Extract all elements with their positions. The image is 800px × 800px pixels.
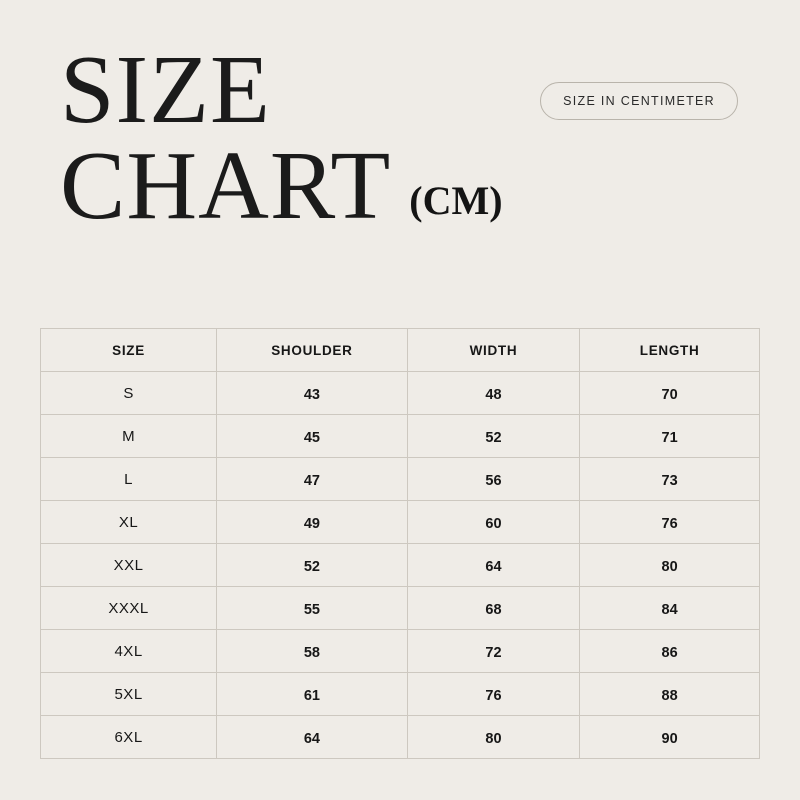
- cell-shoulder: 52: [217, 544, 408, 587]
- table-row: [41, 630, 760, 673]
- cell-width: 64: [407, 544, 580, 587]
- cell-shoulder: 45: [217, 415, 408, 458]
- cell-length: 88: [580, 673, 760, 716]
- cell-length: 84: [580, 587, 760, 630]
- column-header-shoulder: SHOULDER: [217, 329, 408, 372]
- unit-badge: SIZE IN CENTIMETER: [540, 82, 738, 120]
- cell-size: XXXL: [41, 587, 217, 630]
- title-unit: (CM): [409, 178, 503, 224]
- cell-shoulder: 55: [217, 587, 408, 630]
- cell-length: 90: [580, 716, 760, 759]
- table-row: [41, 716, 760, 759]
- cell-length: 86: [580, 630, 760, 673]
- cell-length: 70: [580, 372, 760, 415]
- table-header-row: [41, 329, 760, 372]
- cell-width: 72: [407, 630, 580, 673]
- cell-width: 68: [407, 587, 580, 630]
- cell-size: 6XL: [41, 716, 217, 759]
- cell-length: 76: [580, 501, 760, 544]
- cell-shoulder: 49: [217, 501, 408, 544]
- table-row: [41, 501, 760, 544]
- header: [0, 0, 800, 241]
- cell-shoulder: 61: [217, 673, 408, 716]
- column-header-length: LENGTH: [580, 329, 760, 372]
- cell-size: S: [41, 372, 217, 415]
- table-row: [41, 415, 760, 458]
- cell-size: L: [41, 458, 217, 501]
- cell-width: 48: [407, 372, 580, 415]
- cell-size: XL: [41, 501, 217, 544]
- column-header-size: SIZE: [41, 329, 217, 372]
- cell-size: 4XL: [41, 630, 217, 673]
- cell-size: M: [41, 415, 217, 458]
- cell-size: XXL: [41, 544, 217, 587]
- cell-shoulder: 64: [217, 716, 408, 759]
- cell-width: 52: [407, 415, 580, 458]
- cell-length: 71: [580, 415, 760, 458]
- cell-shoulder: 47: [217, 458, 408, 501]
- table-row: [41, 372, 760, 415]
- size-table: [40, 328, 760, 759]
- table-row: [41, 673, 760, 716]
- table-row: [41, 544, 760, 587]
- page-title: [60, 36, 760, 241]
- cell-width: 56: [407, 458, 580, 501]
- title-line-size: SIZE: [60, 36, 271, 144]
- table-row: [41, 587, 760, 630]
- cell-width: 60: [407, 501, 580, 544]
- cell-length: 73: [580, 458, 760, 501]
- title-line-chart: CHART: [60, 132, 392, 241]
- cell-length: 80: [580, 544, 760, 587]
- column-header-width: WIDTH: [407, 329, 580, 372]
- table-row: [41, 458, 760, 501]
- cell-width: 80: [407, 716, 580, 759]
- cell-size: 5XL: [41, 673, 217, 716]
- cell-shoulder: 43: [217, 372, 408, 415]
- cell-shoulder: 58: [217, 630, 408, 673]
- cell-width: 76: [407, 673, 580, 716]
- size-table-container: [40, 328, 760, 759]
